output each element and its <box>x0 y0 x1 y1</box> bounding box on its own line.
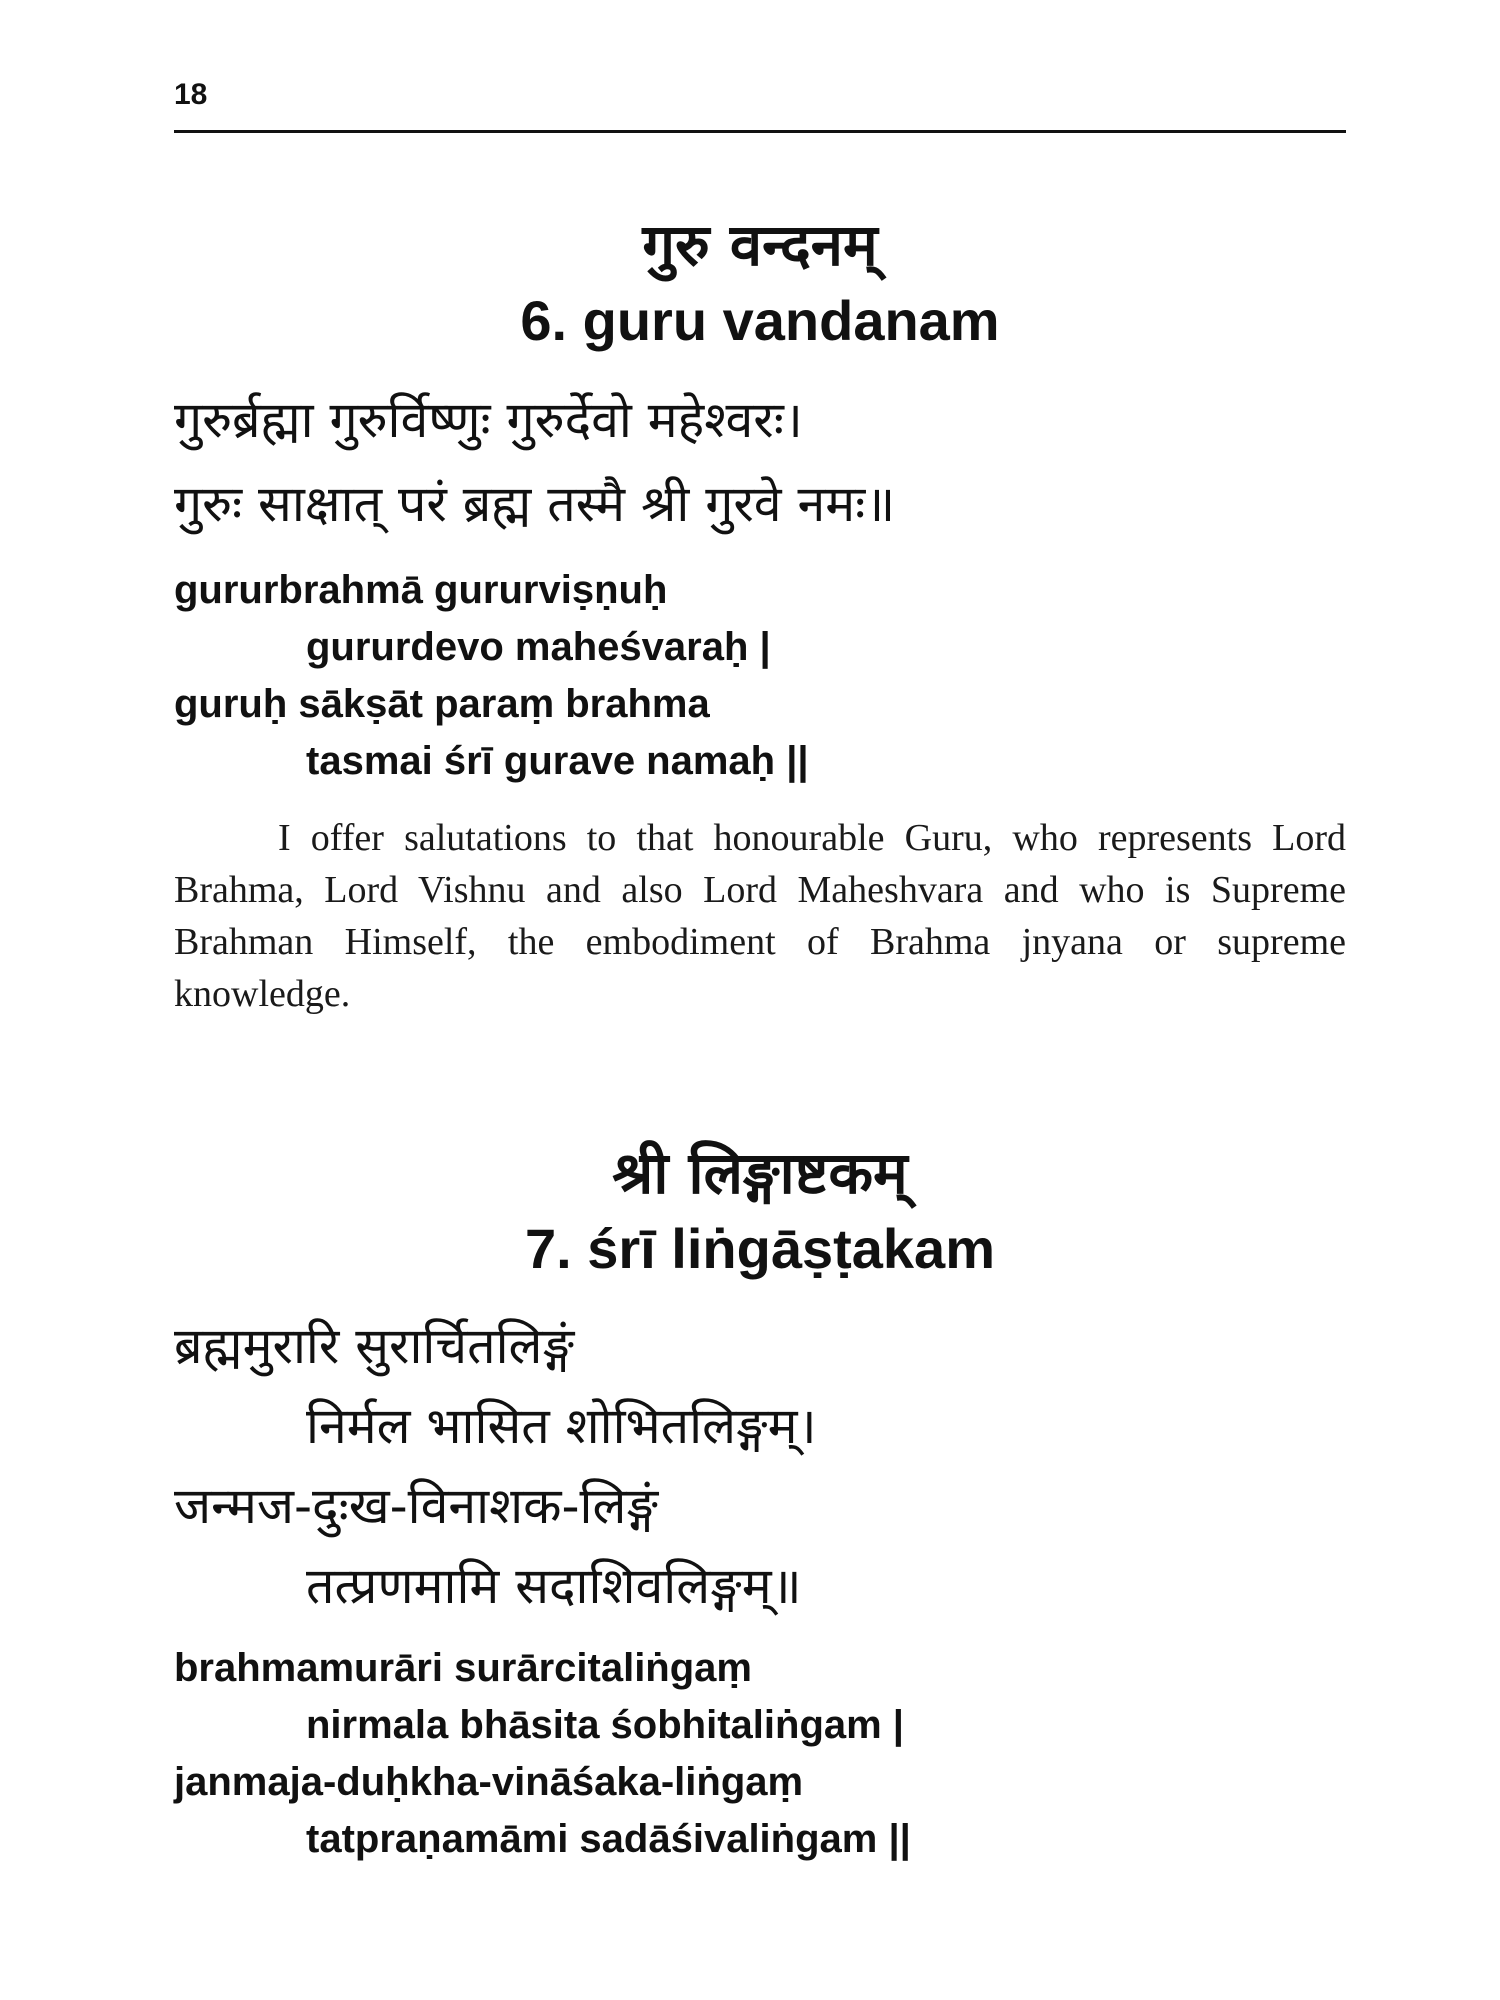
verse-line: गुरुर्ब्रह्मा गुरुर्विष्णुः गुरुर्देवो महेश्वरः। <box>174 390 803 449</box>
translit-line: janmaja-duḥkha-vināśaka-liṅgaṃ <box>174 1759 804 1804</box>
header-rule <box>174 130 1346 133</box>
section-guru-vandanam <box>174 212 1346 1020</box>
translit-line: tatpraṇamāmi sadāśivaliṅgam || <box>306 1816 911 1861</box>
section-lingastakam <box>174 1140 1346 1868</box>
verse-line: ब्रह्ममुरारि सुरार्चितलिङ्गं <box>174 1316 575 1375</box>
translation-paragraph: I offer salutations to that honourable Guru, who represents Lord Brahma, Lord Vishnu and also Lord Maheshvara and who is Supreme Brahman Himself, the embodiment of Brahma jnyana or supreme knowledge. <box>174 816 1346 1015</box>
verse-line: निर्मल भासित शोभितलिङ्गम्। <box>306 1396 817 1455</box>
verse-line: तत्प्रणमामि सदाशिवलिङ्गम्॥ <box>306 1556 802 1615</box>
section-title: 6. guru vandanam <box>520 288 1000 352</box>
devanagari-verse <box>174 390 1346 534</box>
devanagari-verse <box>174 1316 1346 1616</box>
verse-line: गुरुः साक्षात् परं ब्रह्म तस्मै श्री गुरवे नमः॥ <box>174 474 896 533</box>
translit-line: gururbrahmā gururviṣṇuḥ <box>174 567 668 612</box>
section-title: 7. śrī liṅgāṣṭakam <box>524 1216 995 1280</box>
translit-line: guruḥ sākṣāt paraṃ brahma <box>174 681 710 726</box>
translit-line: tasmai śrī gurave namaḥ || <box>306 738 809 783</box>
verse-line: जन्मज-दुःख-विनाशक-लिङ्गं <box>174 1476 659 1535</box>
translit-line: nirmala bhāsita śobhitaliṅgam | <box>306 1702 904 1747</box>
translit-line: gururdevo maheśvaraḥ | <box>306 624 771 669</box>
page-number: 18 <box>174 78 208 111</box>
translit-line: brahmamurāri surārcitaliṅgaṃ <box>174 1645 752 1690</box>
transliteration-block <box>174 1640 1346 1868</box>
transliteration-block <box>174 562 1346 790</box>
devanagari-title: श्री लिङ्गाष्टकम् <box>612 1139 908 1207</box>
devanagari-title: गुरु वन्दनम् <box>642 211 878 279</box>
